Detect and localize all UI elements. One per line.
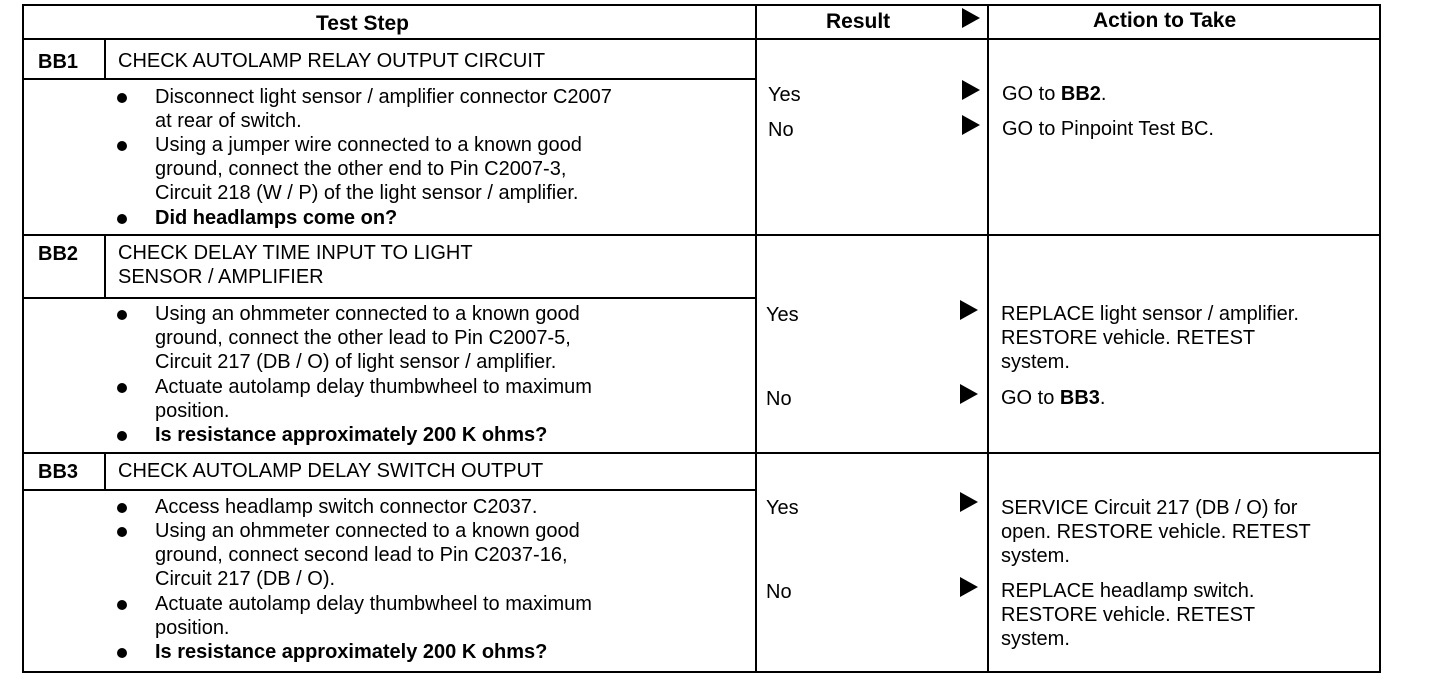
col-divider-result <box>755 4 757 673</box>
result-no: No <box>766 581 792 603</box>
step-instruction: Access headlamp switch connector C2037. <box>155 496 538 518</box>
arrow-icon <box>960 492 978 512</box>
result-no: No <box>766 388 792 410</box>
arrow-icon <box>962 115 980 135</box>
bullet-icon <box>117 648 127 658</box>
bullet-icon <box>117 383 127 393</box>
title-divider-bb3 <box>22 489 755 491</box>
step-title: CHECK DELAY TIME INPUT TO LIGHT SENSOR / AMPLIFIER <box>118 242 473 288</box>
step-instruction: Disconnect light sensor / amplifier connector C2007 at rear of switch. <box>155 86 612 132</box>
bullet-icon <box>117 431 127 441</box>
action-text: REPLACE headlamp switch. RESTORE vehicle. RETEST system. <box>1001 580 1256 650</box>
arrow-icon <box>962 8 980 28</box>
step-instruction: Using an ohmmeter connected to a known good ground, connect second lead to Pin C2037-16, Circuit 217 (DB / O). <box>155 520 580 590</box>
step-question: Is resistance approximately 200 K ohms? <box>155 641 548 663</box>
arrow-icon <box>960 577 978 597</box>
col-divider-action <box>987 4 989 673</box>
bullet-icon <box>117 310 127 320</box>
step-instruction: Using an ohmmeter connected to a known good ground, connect the other lead to Pin C2007-5, Circuit 217 (DB / O) of light sensor / amplifier. <box>155 303 580 373</box>
step-question: Did headlamps come on? <box>155 207 398 229</box>
id-divider-bb1 <box>104 38 106 78</box>
arrow-icon <box>960 384 978 404</box>
header-test-step: Test Step <box>316 12 409 35</box>
step-title: CHECK AUTOLAMP DELAY SWITCH OUTPUT <box>118 460 544 482</box>
bullet-icon <box>117 214 127 224</box>
result-yes: Yes <box>768 84 801 106</box>
step-id: BB2 <box>38 243 79 265</box>
step-id: BB1 <box>38 51 79 73</box>
arrow-icon <box>960 300 978 320</box>
result-no: No <box>768 119 794 141</box>
header-action: Action to Take <box>1093 9 1237 32</box>
id-divider-bb3 <box>104 452 106 489</box>
result-yes: Yes <box>766 304 799 326</box>
bullet-icon <box>117 600 127 610</box>
title-divider-bb1 <box>22 78 755 80</box>
step-title: CHECK AUTOLAMP RELAY OUTPUT CIRCUIT <box>118 50 546 72</box>
bullet-icon <box>117 93 127 103</box>
header-divider <box>22 38 1381 40</box>
header-result: Result <box>826 10 891 33</box>
bullet-icon <box>117 527 127 537</box>
step-instruction: Actuate autolamp delay thumbwheel to maximum position. <box>155 593 592 639</box>
title-divider-bb2 <box>22 297 755 299</box>
arrow-icon <box>962 80 980 100</box>
bullet-icon <box>117 141 127 151</box>
id-divider-bb2 <box>104 234 106 297</box>
bullet-icon <box>117 503 127 513</box>
action-text: SERVICE Circuit 217 (DB / O) for open. RESTORE vehicle. RETEST system. <box>1001 497 1311 567</box>
result-yes: Yes <box>766 497 799 519</box>
action-text: REPLACE light sensor / amplifier. RESTORE vehicle. RETEST system. <box>1001 303 1299 373</box>
step-id: BB3 <box>38 461 79 483</box>
action-text: GO to BB3. <box>1001 387 1106 409</box>
action-text: GO to BB2. <box>1002 83 1107 105</box>
row-divider-bb2 <box>22 234 1381 236</box>
row-divider-bb3 <box>22 452 1381 454</box>
step-question: Is resistance approximately 200 K ohms? <box>155 424 548 446</box>
action-text: GO to Pinpoint Test BC. <box>1002 118 1214 140</box>
step-instruction: Using a jumper wire connected to a known good ground, connect the other end to Pin C2007-3, Circuit 218 (W / P) of the light sensor / amplifier. <box>155 134 582 204</box>
step-instruction: Actuate autolamp delay thumbwheel to maximum position. <box>155 376 592 422</box>
